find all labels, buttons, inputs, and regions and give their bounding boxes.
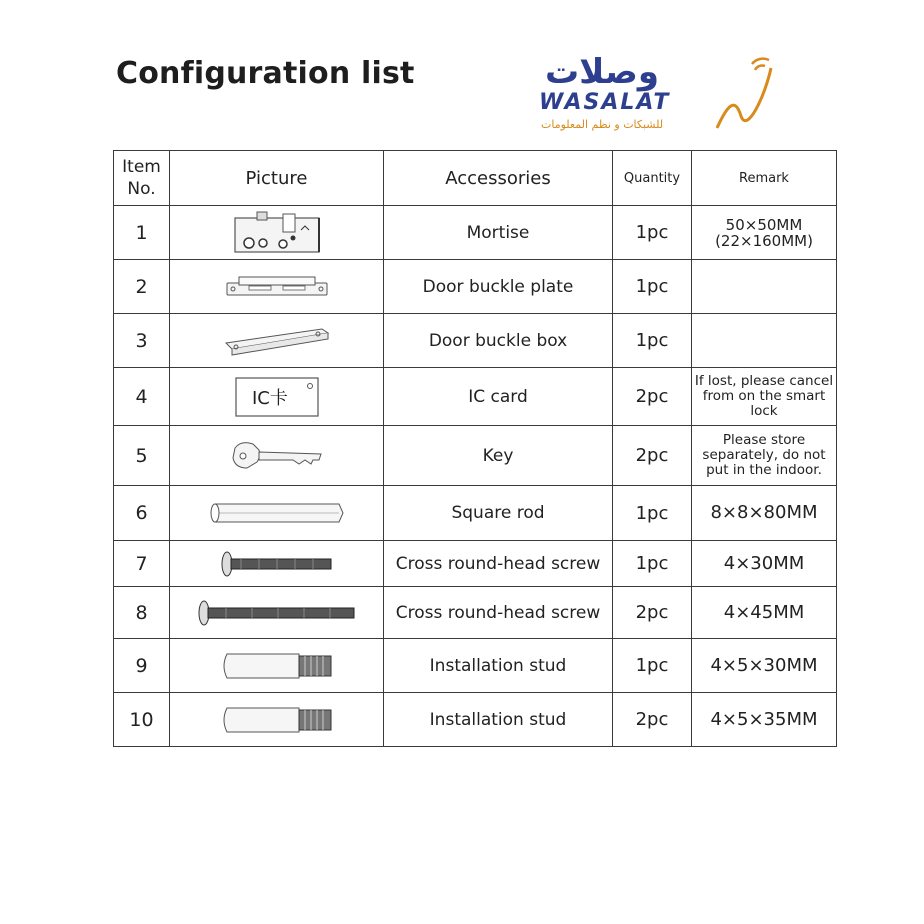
- header-quantity: Quantity: [613, 151, 692, 206]
- table-row: [114, 426, 837, 486]
- table-row: [114, 260, 837, 314]
- quantity-value: 2pc: [613, 693, 692, 747]
- wasalat-logo: [535, 52, 785, 142]
- picture-cell: [170, 260, 384, 314]
- remark-text: Please store separately, do not put in the indoor.: [692, 426, 837, 486]
- item-number: 10: [114, 693, 170, 747]
- picture-cell: [170, 587, 384, 639]
- accessory-name: Door buckle box: [384, 314, 613, 368]
- logo-arabic-text: وصلات: [545, 52, 659, 92]
- remark-text: If lost, please cancel from on the smart lock: [692, 368, 837, 426]
- table-row: [114, 206, 837, 260]
- quantity-value: 1pc: [613, 314, 692, 368]
- item-number: 3: [114, 314, 170, 368]
- table-row: [114, 693, 837, 747]
- item-number: 9: [114, 639, 170, 693]
- item-number: 2: [114, 260, 170, 314]
- item-number: 1: [114, 206, 170, 260]
- picture-cell: [170, 426, 384, 486]
- accessory-name: Square rod: [384, 486, 613, 541]
- item-number: 6: [114, 486, 170, 541]
- header-remark: Remark: [692, 151, 837, 206]
- accessory-name: Mortise: [384, 206, 613, 260]
- quantity-value: 2pc: [613, 368, 692, 426]
- picture-cell: [170, 314, 384, 368]
- accessory-name: IC card: [384, 368, 613, 426]
- accessory-name: Installation stud: [384, 639, 613, 693]
- picture-cell: [170, 486, 384, 541]
- table-row: [114, 541, 837, 587]
- picture-cell: [170, 368, 384, 426]
- installation-stud-icon: [219, 705, 335, 735]
- square-rod-icon: [207, 500, 347, 526]
- remark-text: 4×30MM: [692, 541, 837, 587]
- remark-text: [692, 314, 837, 368]
- header-item-no: Item No.: [114, 151, 170, 206]
- header-accessories: Accessories: [384, 151, 613, 206]
- header-row: [114, 151, 837, 206]
- quantity-value: 1pc: [613, 260, 692, 314]
- remark-text: 50×50MM (22×160MM): [692, 206, 837, 260]
- mortise-icon: [231, 210, 323, 256]
- picture-cell: [170, 693, 384, 747]
- page-title: Configuration list: [116, 56, 415, 91]
- quantity-value: 2pc: [613, 426, 692, 486]
- door-buckle-plate-icon: [225, 275, 329, 299]
- key-icon: [229, 438, 325, 474]
- quantity-value: 1pc: [613, 541, 692, 587]
- accessory-name: Door buckle plate: [384, 260, 613, 314]
- table-row: [114, 587, 837, 639]
- logo-latin-text: WASALAT: [539, 90, 671, 115]
- logo-tagline: للشبكات و نظم المعلومات: [541, 118, 664, 131]
- picture-cell: [170, 639, 384, 693]
- remark-text: 4×45MM: [692, 587, 837, 639]
- quantity-value: 1pc: [613, 206, 692, 260]
- configuration-table: [113, 150, 837, 747]
- header-picture: Picture: [170, 151, 384, 206]
- accessory-name: Cross round-head screw: [384, 587, 613, 639]
- picture-cell: [170, 206, 384, 260]
- accessory-name: Key: [384, 426, 613, 486]
- table-row: [114, 486, 837, 541]
- accessory-name: Cross round-head screw: [384, 541, 613, 587]
- long-screw-icon: [196, 599, 358, 627]
- item-number: 7: [114, 541, 170, 587]
- remark-text: [692, 260, 837, 314]
- quantity-value: 2pc: [613, 587, 692, 639]
- item-number: 5: [114, 426, 170, 486]
- installation-stud-icon: [219, 651, 335, 681]
- picture-cell: [170, 541, 384, 587]
- accessory-name: Installation stud: [384, 693, 613, 747]
- quantity-value: 1pc: [613, 486, 692, 541]
- item-number: 4: [114, 368, 170, 426]
- table-row: [114, 639, 837, 693]
- table-row: [114, 368, 837, 426]
- remark-text: 4×5×35MM: [692, 693, 837, 747]
- door-buckle-box-icon: [222, 325, 332, 357]
- item-number: 8: [114, 587, 170, 639]
- quantity-value: 1pc: [613, 639, 692, 693]
- ic-card-label: IC卡: [251, 387, 288, 409]
- signal-swoosh-icon: [705, 56, 785, 136]
- table-row: [114, 314, 837, 368]
- remark-text: 8×8×80MM: [692, 486, 837, 541]
- remark-text: 4×5×30MM: [692, 639, 837, 693]
- ic-card-icon: [234, 376, 320, 418]
- short-screw-icon: [219, 550, 335, 578]
